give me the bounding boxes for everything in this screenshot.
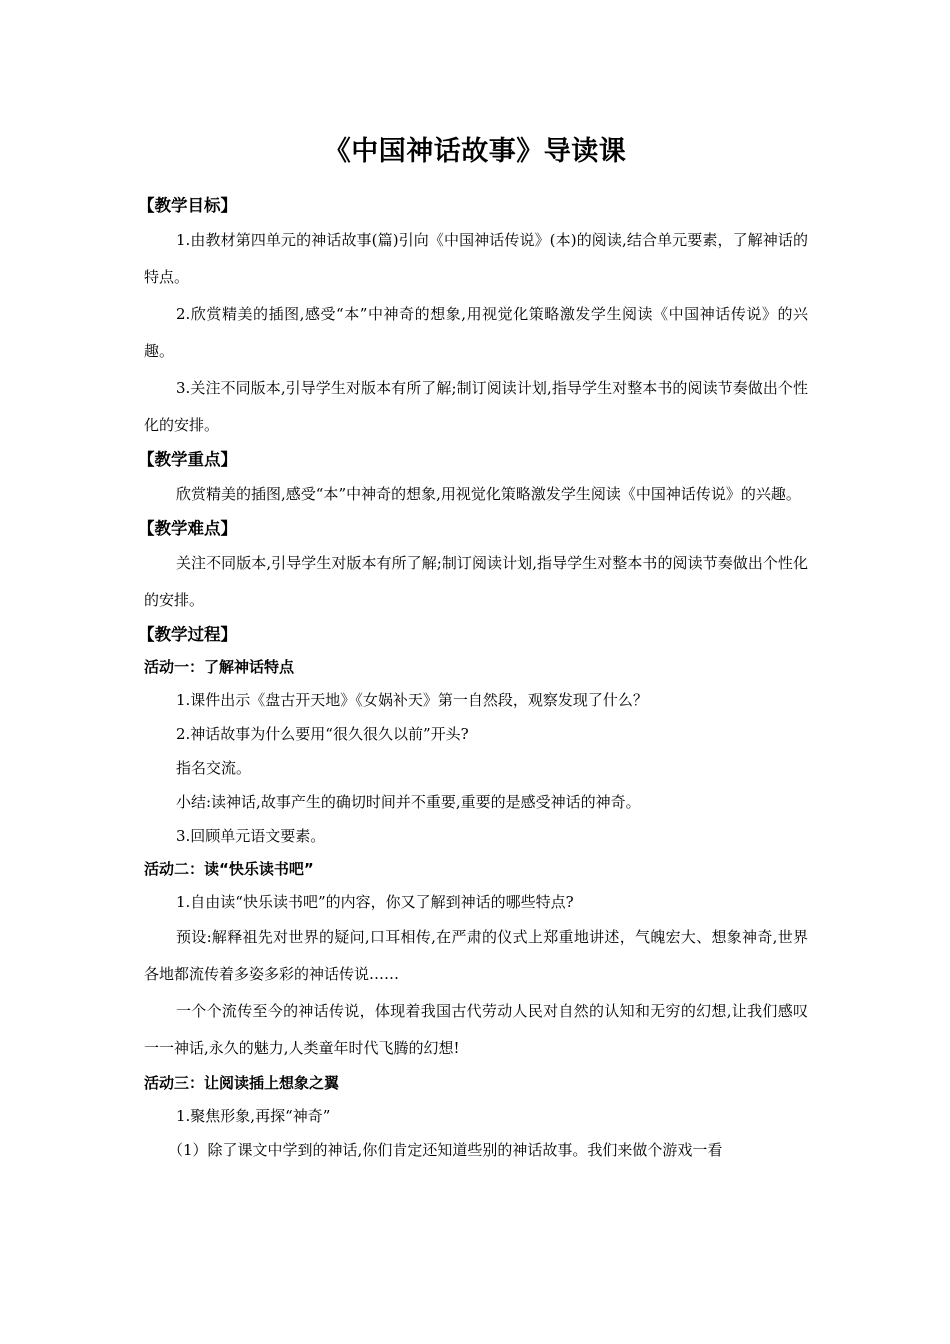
page-title: 《中国神话故事》导读课 (323, 136, 627, 167)
activity-line: （1）除了课文中学到的神话,你们肯定还知道些别的神话故事。我们来做个游戏一看 (168, 1141, 723, 1159)
activity-line: 一个个流传至今的神话传说，体现着我国古代劳动人民对自然的认知和无穷的幻想,让我们感叹一一神话,永久的魅力,人类童年时代飞腾的幻想! (144, 1002, 808, 1057)
goal-item: 2.欣赏精美的插图,感受“本”中神奇的想象,用视觉化策略激发学生阅读《中国神话传说》的兴趣。 (144, 305, 808, 360)
goal-item: 3.关注不同版本,引导学生对版本有所了解;制订阅读计划,指导学生对整本书的阅读节奏做出个性化的安排。 (144, 379, 808, 434)
activity-line: 3.回顾单元语文要素。 (176, 827, 326, 845)
section-heading-process: 【教学过程】 (138, 625, 237, 644)
document-body (138, 190, 808, 1167)
activity-line: 1.自由读“快乐读书吧”的内容，你又了解到神话的哪些特点? (176, 893, 574, 911)
activity-line: 1.课件出示《盘古开天地》《女娲补天》第一自然段，观察发现了什么？ (176, 691, 648, 709)
difficulties-text: 关注不同版本,引导学生对版本有所了解;制订阅读计划,指导学生对整本书的阅读节奏做出个性化的安排。 (144, 554, 808, 609)
goal-item: 1.由教材第四单元的神话故事(篇)引向《中国神话传说》(本)的阅读,结合单元要素，了解神话的特点。 (144, 231, 808, 286)
activity-line: 预设:解释祖先对世界的疑问,口耳相传,在严肃的仪式上郑重地讲述，气魄宏大、想象神奇,世界各地都流传着多姿多彩的神话传说…… (144, 928, 808, 983)
section-heading-goals: 【教学目标】 (138, 196, 237, 215)
activity-title: 活动一：了解神话特点 (144, 658, 295, 676)
section-heading-key-points: 【教学重点】 (138, 450, 237, 469)
activity-title: 活动二：读“快乐读书吧” (144, 860, 314, 878)
activity-line: 指名交流。 (176, 759, 252, 777)
section-heading-difficulties: 【教学难点】 (138, 519, 237, 538)
key-points-text: 欣赏精美的插图,感受“本”中神奇的想象,用视觉化策略激发学生阅读《中国神话传说》的兴趣。 (176, 485, 801, 503)
activity-line: 小结:读神话,故事产生的确切时间并不重要,重要的是感受神话的神奇。 (176, 793, 641, 811)
activity-line: 1.聚焦形象,再探“神奇” (176, 1107, 331, 1125)
activity-title: 活动三：让阅读插上想象之翼 (144, 1074, 340, 1092)
activity-line: 2.神话故事为什么要用“很久很久以前”开头? (176, 725, 469, 743)
